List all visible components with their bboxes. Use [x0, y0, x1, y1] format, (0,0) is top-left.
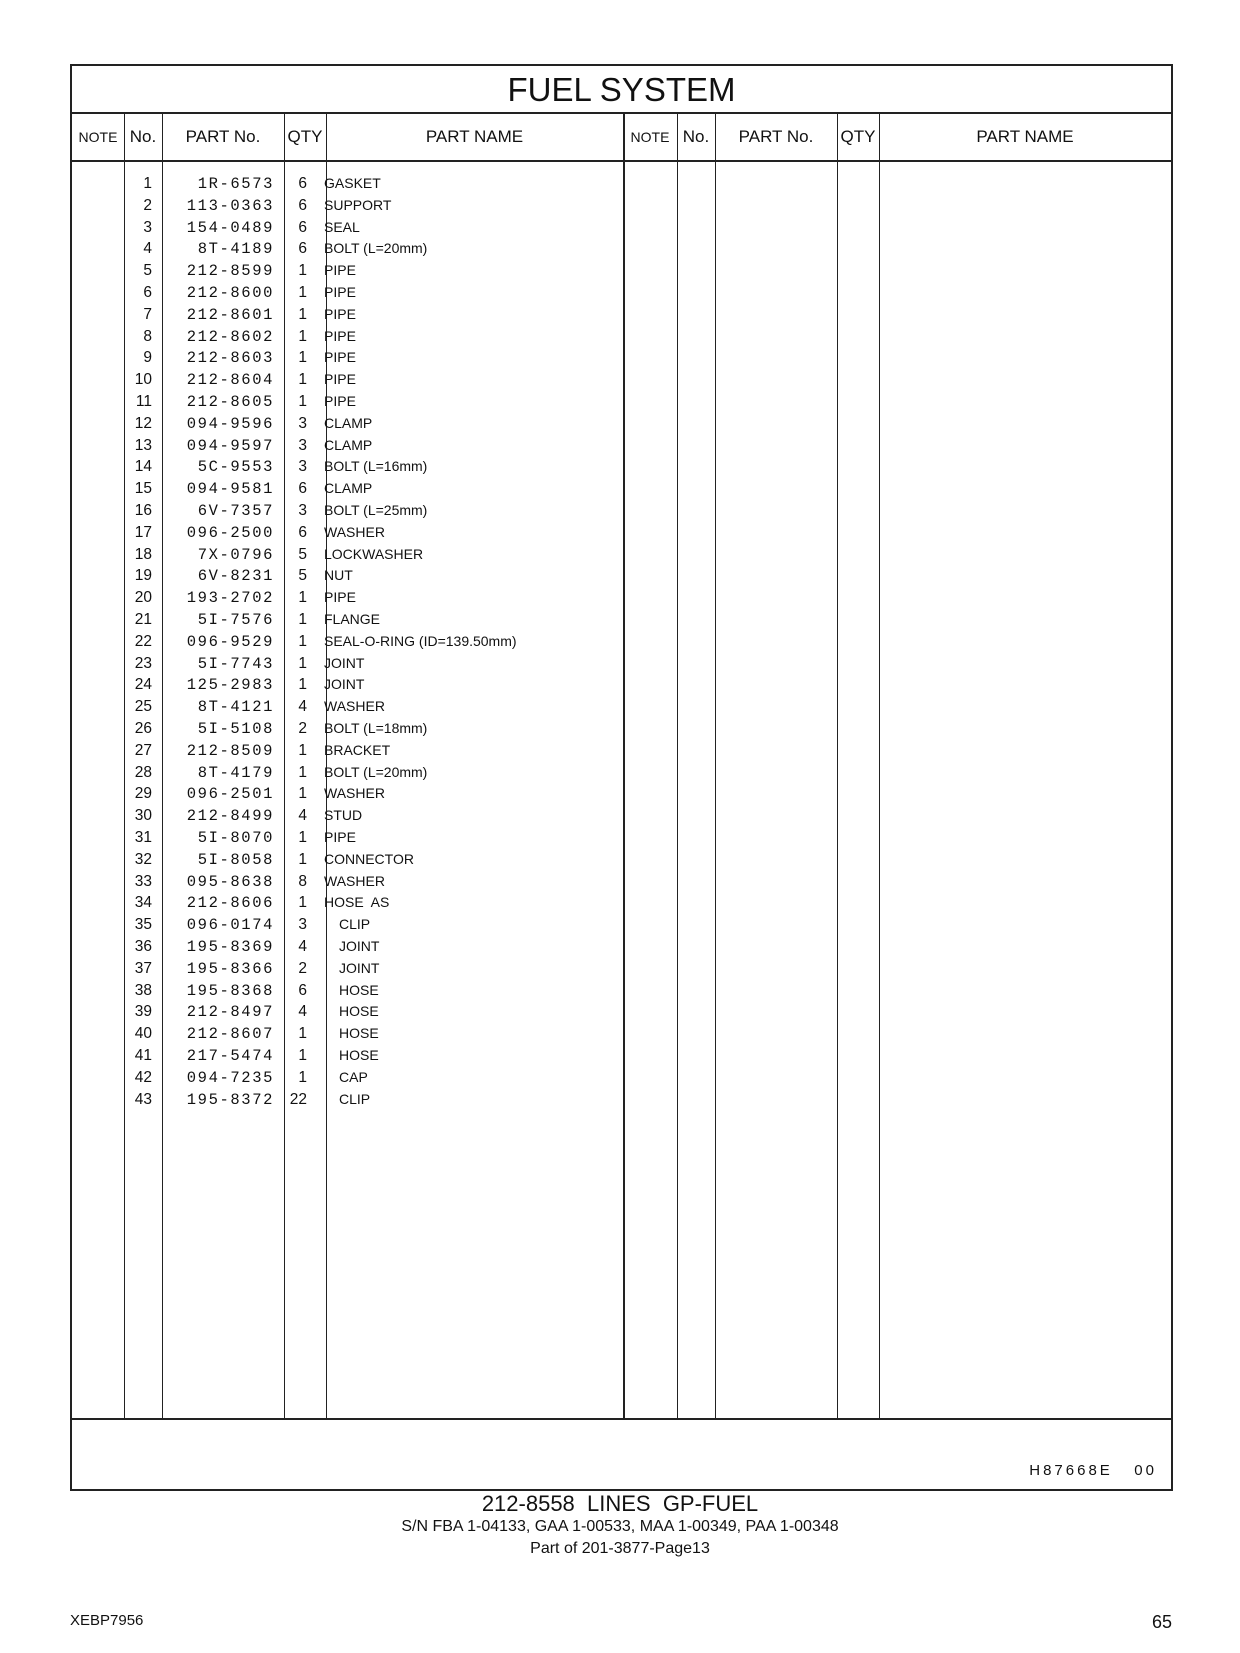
table-row [72, 284, 1171, 307]
item-number: 32 [134, 850, 152, 868]
item-number: 19 [134, 567, 152, 585]
part-number: 195-8366 [186, 959, 274, 978]
part-number: 212-8600 [186, 284, 274, 302]
part-name: CLIP [339, 916, 371, 933]
part-name: HOSE AS [324, 894, 390, 911]
part-name: CONNECTOR [324, 850, 414, 867]
quantity: 1 [298, 262, 307, 280]
part-name: WASHER [324, 698, 385, 715]
table-row [72, 720, 1171, 743]
part-name: PIPE [324, 371, 356, 388]
part-name: BOLT (L=25mm) [324, 502, 428, 518]
part-number: 5I-7743 [197, 654, 274, 673]
table-row [72, 938, 1171, 961]
item-number: 39 [134, 1003, 152, 1021]
quantity: 1 [298, 393, 307, 410]
part-name: NUT [324, 567, 353, 584]
part-name: WASHER [324, 872, 385, 889]
part-number: 212-8497 [186, 1003, 274, 1022]
part-number: 096-9529 [186, 632, 274, 651]
quantity: 2 [298, 720, 307, 737]
table-row [72, 894, 1171, 917]
table-row [72, 480, 1171, 503]
quantity: 1 [298, 894, 307, 912]
part-number: 8T-4179 [197, 763, 274, 782]
part-number: 094-9597 [186, 436, 274, 455]
part-number: 8T-4121 [197, 698, 274, 717]
part-name: JOINT [324, 676, 365, 693]
part-name: CLAMP [324, 414, 373, 431]
part-number: 094-9596 [186, 414, 274, 433]
quantity: 1 [298, 284, 307, 301]
part-name: JOINT [339, 959, 380, 976]
publication-number: XEBP7956 [70, 1612, 144, 1629]
part-name: PIPE [324, 589, 356, 606]
item-number: 29 [134, 785, 152, 803]
part-number: 5C-9553 [197, 458, 274, 477]
quantity: 4 [298, 807, 307, 825]
table-row [72, 197, 1171, 220]
part-name: STUD [324, 807, 363, 824]
part-name: BOLT (L=18mm) [324, 720, 428, 736]
part-number: 096-0174 [186, 916, 274, 935]
table-row [72, 764, 1171, 787]
part-number: 212-8606 [186, 894, 274, 913]
item-number: 14 [134, 458, 152, 476]
quantity: 6 [298, 240, 307, 258]
group-title: 212-8558 LINES GP-FUEL [481, 1491, 759, 1516]
table-row [72, 219, 1171, 242]
table-row [72, 306, 1171, 329]
part-name: PIPE [324, 305, 356, 322]
table-row [72, 458, 1171, 481]
part-number: 212-8607 [186, 1025, 274, 1044]
part-number: 094-9581 [186, 480, 274, 499]
item-number: 3 [143, 218, 152, 236]
quantity: 3 [298, 414, 307, 432]
header-qty-left: QTY [287, 127, 323, 146]
header-part-name-left: PART NAME [425, 127, 524, 146]
item-number: 5 [143, 262, 152, 280]
item-number: 8 [143, 327, 152, 345]
item-number: 4 [143, 240, 152, 258]
item-number: 42 [134, 1068, 152, 1086]
quantity: 1 [298, 741, 307, 759]
table-row [72, 349, 1171, 372]
table-row [72, 1069, 1171, 1092]
item-number: 36 [134, 938, 152, 955]
part-number: 212-8599 [186, 262, 274, 281]
item-number: 35 [134, 916, 152, 934]
table-row [72, 546, 1171, 569]
table-row [72, 960, 1171, 983]
item-number: 34 [134, 894, 152, 912]
table-row [72, 502, 1171, 525]
quantity: 1 [298, 785, 307, 803]
table-row [72, 524, 1171, 547]
item-number: 7 [143, 305, 152, 323]
part-name: LOCKWASHER [324, 545, 424, 562]
table-row [72, 982, 1171, 1005]
part-number: 212-8603 [186, 349, 274, 368]
item-number: 15 [134, 480, 152, 498]
item-number: 17 [134, 523, 152, 541]
quantity: 6 [298, 981, 307, 999]
quantity: 4 [298, 938, 307, 955]
part-name: GASKET [324, 175, 381, 191]
quantity: 8 [298, 872, 307, 890]
item-number: 24 [134, 676, 152, 694]
part-number: 217-5474 [186, 1047, 274, 1065]
part-name: JOINT [324, 654, 365, 671]
page-title [72, 66, 1171, 114]
table-row [72, 437, 1171, 460]
part-number: 6V-7357 [197, 502, 274, 520]
table-row [72, 873, 1171, 896]
header-part-no-right: PART No. [738, 127, 814, 146]
part-of-reference: Part of 201-3877-Page13 [530, 1540, 710, 1557]
header-part-no-left: PART No. [185, 127, 261, 146]
part-name: SEAL [324, 218, 360, 235]
item-number: 23 [134, 654, 152, 672]
table-row [72, 589, 1171, 612]
table-row [72, 916, 1171, 939]
table-row [72, 633, 1171, 656]
table-row [72, 611, 1171, 634]
item-number: 6 [143, 284, 152, 301]
part-number: 5I-5108 [197, 720, 274, 738]
title-text: FUEL SYSTEM [507, 71, 736, 108]
part-name: BOLT (L=20mm) [324, 763, 428, 780]
table-header [72, 114, 1171, 162]
item-number: 11 [135, 393, 152, 410]
quantity: 4 [298, 1003, 307, 1021]
quantity: 3 [298, 458, 307, 476]
part-name: PIPE [324, 327, 356, 344]
part-name: PIPE [324, 393, 356, 409]
table-row [72, 175, 1171, 198]
header-note-left: NOTE [78, 129, 118, 145]
part-name: CLAMP [324, 480, 373, 497]
part-name: SUPPORT [324, 196, 392, 213]
item-number: 33 [134, 872, 152, 890]
quantity: 1 [298, 371, 307, 389]
quantity: 6 [298, 523, 307, 541]
item-number: 30 [134, 807, 152, 825]
quantity: 6 [298, 196, 307, 214]
quantity: 1 [298, 654, 307, 672]
quantity: 22 [289, 1090, 307, 1108]
table-row [72, 262, 1171, 285]
part-name: CAP [339, 1068, 368, 1085]
quantity: 1 [298, 349, 307, 367]
quantity: 3 [298, 916, 307, 934]
table-row [72, 829, 1171, 852]
item-number: 41 [134, 1047, 152, 1064]
item-number: 20 [134, 589, 152, 607]
part-name: JOINT [339, 938, 380, 954]
part-name: PIPE [324, 262, 356, 279]
part-number: 096-2501 [186, 785, 274, 804]
item-number: 40 [134, 1025, 152, 1043]
part-number: 212-8604 [186, 371, 274, 390]
part-name: BOLT (L=20mm) [324, 240, 428, 257]
part-number: 113-0363 [186, 196, 274, 215]
quantity: 1 [298, 1068, 307, 1086]
table-row [72, 1025, 1171, 1048]
part-name: WASHER [324, 785, 385, 802]
part-number: 212-8499 [186, 807, 274, 826]
table-row [72, 567, 1171, 590]
quantity: 1 [298, 327, 307, 345]
header-no-right: No. [682, 127, 710, 146]
part-name: CLAMP [324, 436, 373, 453]
quantity: 6 [298, 175, 307, 192]
part-number: 154-0489 [186, 218, 274, 237]
item-number: 38 [134, 981, 152, 999]
part-number: 5I-8058 [197, 850, 274, 869]
quantity: 1 [298, 305, 307, 323]
item-number: 25 [134, 698, 152, 716]
table-row [72, 676, 1171, 699]
quantity: 1 [298, 829, 307, 846]
item-number: 26 [134, 720, 152, 737]
part-name: WASHER [324, 523, 385, 540]
item-number: 13 [134, 436, 152, 454]
table-row [72, 807, 1171, 830]
parts-table-frame [70, 64, 1173, 1491]
quantity: 1 [298, 676, 307, 694]
item-number: 28 [134, 763, 152, 781]
table-row [72, 393, 1171, 416]
part-name: HOSE [339, 981, 379, 998]
table-row [72, 240, 1171, 263]
table-row [72, 655, 1171, 678]
part-number: 195-8369 [186, 938, 274, 956]
table-row [72, 1047, 1171, 1070]
table-row [72, 371, 1171, 394]
part-name: BRACKET [324, 741, 391, 758]
part-name: HOSE [339, 1025, 379, 1042]
quantity: 3 [298, 502, 307, 519]
part-name: PIPE [324, 284, 356, 300]
part-number: 212-8601 [186, 305, 274, 324]
part-name: CLIP [339, 1090, 371, 1107]
part-name: BOLT (L=16mm) [324, 458, 428, 475]
item-number: 16 [134, 502, 152, 519]
part-name: PIPE [324, 349, 356, 366]
item-number: 21 [134, 611, 152, 628]
part-name: HOSE [339, 1003, 379, 1020]
table-row [72, 1091, 1171, 1114]
part-number: 1R-6573 [197, 175, 274, 193]
part-number: 212-8509 [186, 741, 274, 760]
part-number: 094-7235 [186, 1068, 274, 1087]
part-number: 7X-0796 [197, 545, 274, 564]
item-number: 2 [143, 196, 152, 214]
item-number: 27 [134, 741, 152, 759]
part-number: 096-2500 [186, 523, 274, 542]
item-number: 18 [134, 545, 152, 563]
part-number: 125-2983 [186, 676, 274, 695]
part-name: FLANGE [324, 611, 381, 627]
quantity: 5 [298, 567, 307, 585]
quantity: 4 [298, 698, 307, 716]
part-number: 193-2702 [186, 589, 274, 608]
part-name: PIPE [324, 829, 356, 845]
item-number: 31 [134, 829, 152, 846]
table-row [72, 742, 1171, 765]
table-row [72, 698, 1171, 721]
serial-numbers: S/N FBA 1-04133, GAA 1-00533, MAA 1-00349, PAA 1-00348 [401, 1518, 839, 1535]
header-note-right: NOTE [630, 129, 670, 145]
item-number: 10 [134, 371, 152, 389]
table-row [72, 785, 1171, 808]
table-row [72, 1003, 1171, 1026]
part-number: 5I-7576 [197, 611, 274, 629]
item-number: 22 [134, 632, 152, 650]
table-bottom-divider [72, 1418, 1171, 1420]
table-row [72, 328, 1171, 351]
quantity: 2 [298, 959, 307, 977]
document-reference: H87668E 00 [1029, 1462, 1157, 1479]
quantity: 1 [298, 850, 307, 868]
table-row [72, 851, 1171, 874]
item-number: 1 [143, 175, 152, 192]
part-name: HOSE [339, 1047, 379, 1063]
quantity: 1 [298, 1025, 307, 1043]
part-number: 195-8368 [186, 981, 274, 1000]
part-number: 5I-8070 [197, 829, 274, 847]
quantity: 1 [298, 632, 307, 650]
table-row [72, 415, 1171, 438]
part-number: 212-8605 [186, 393, 274, 411]
part-name: SEAL-O-RING (ID=139.50mm) [324, 632, 517, 649]
part-number: 195-8372 [186, 1090, 274, 1109]
header-no-left: No. [129, 127, 157, 146]
quantity: 1 [298, 763, 307, 781]
item-number: 12 [134, 414, 152, 432]
part-number: 212-8602 [186, 327, 274, 346]
header-qty-right: QTY [840, 127, 876, 146]
item-number: 43 [134, 1090, 152, 1108]
item-number: 37 [134, 959, 152, 977]
quantity: 6 [298, 218, 307, 236]
quantity: 3 [298, 436, 307, 454]
quantity: 1 [298, 1047, 307, 1064]
part-number: 6V-8231 [197, 567, 274, 586]
page-number: 65 [1151, 1612, 1172, 1632]
quantity: 5 [298, 545, 307, 563]
quantity: 1 [298, 611, 307, 628]
header-part-name-right: PART NAME [976, 127, 1074, 146]
part-number: 095-8638 [186, 872, 274, 891]
item-number: 9 [143, 349, 152, 367]
quantity: 1 [298, 589, 307, 607]
part-number: 8T-4189 [197, 240, 274, 259]
quantity: 6 [298, 480, 307, 498]
